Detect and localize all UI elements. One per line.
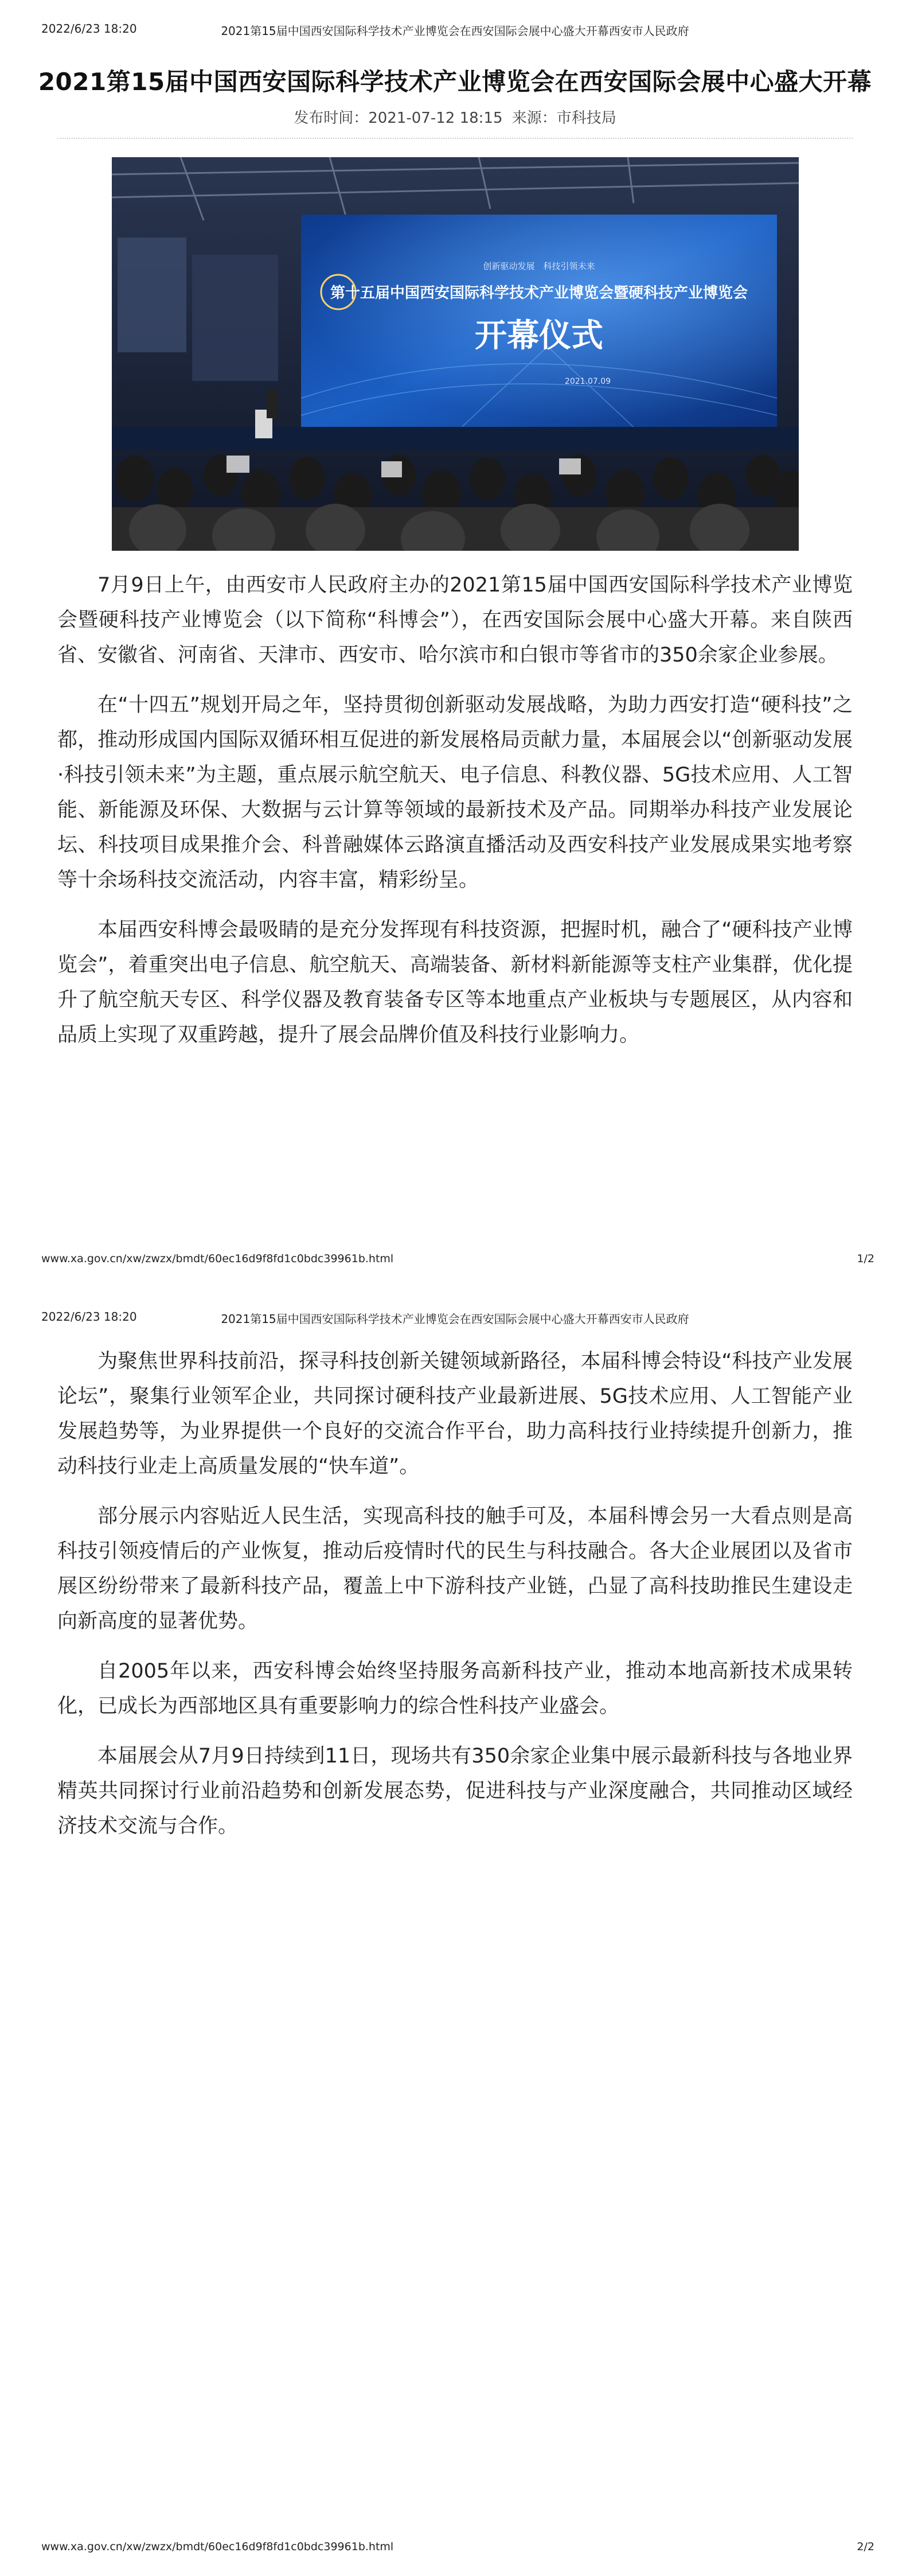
print-date: 2022/6/23 18:20 xyxy=(41,22,137,36)
photo-banner-main: 第十五届中国西安国际科学技术产业博览会暨硬科技产业博览会 xyxy=(330,285,748,302)
print-page-title: 2021第15届中国西安国际科学技术产业博览会在西安国际会展中心盛大开幕西安市人民政府 xyxy=(221,1312,689,1326)
page-number: 2/2 xyxy=(857,2540,874,2553)
print-date: 2022/6/23 18:20 xyxy=(41,1310,137,1324)
paragraph: 7月9日上午，由西安市人民政府主办的2021第15届中国西安国际科学技术产业博览会暨硬科技产业博览会（以下简称“科博会”），在西安国际会展中心盛大开幕。来自陕西省、安徽省、河南省、天津市、西安市、哈尔滨市和白银市等省市的350余家企业参展。 xyxy=(57,574,853,667)
article-body-page-1 xyxy=(57,568,853,1068)
title-divider xyxy=(57,138,853,139)
print-url: www.xa.gov.cn/xw/zwzx/bmdt/60ec16d9f8fd1c0bdc39961b.html xyxy=(41,1252,394,1265)
print-page-title: 2021第15届中国西安国际科学技术产业博览会在西安国际会展中心盛大开幕西安市人民政府 xyxy=(221,24,689,38)
article-photo xyxy=(112,157,799,551)
paragraph: 为聚焦世界科技前沿，探寻科技创新关键领域新路径，本届科博会特设“科技产业发展论坛”，聚集行业领军企业，共同探讨硬科技产业最新进展、5G技术应用、人工智能产业发展趋势等，为业界提供一个良好的交流合作平台，助力高科技行业持续提升创新力，推动科技行业走上高质量发展的“快车道”。 xyxy=(57,1350,853,1478)
article-body-page-2 xyxy=(57,1344,853,1859)
page-number: 1/2 xyxy=(857,1252,874,1265)
paragraph: 本届展会从7月9日持续到11日，现场共有350余家企业集中展示最新科技与各地业界精英共同探讨行业前沿趋势和创新发展态势，促进科技与产业深度融合，共同推动区域经济技术交流与合作。 xyxy=(57,1745,853,1838)
article-meta xyxy=(0,106,910,127)
paragraph: 本届西安科博会最吸睛的是充分发挥现有科技资源，把握时机，融合了“硬科技产业博览会”，着重突出电子信息、航空航天、高端装备、新材料新能源等支柱产业集群，优化提升了航空航天专区、科学仪器及教育装备专区等本地重点产业板块与专题展区，从内容和品质上实现了双重跨越，提升了展会品牌价值及科技行业影响力。 xyxy=(57,919,853,1046)
print-header xyxy=(0,1310,910,1327)
photo-banner-small: 创新驱动发展 科技引领未来 xyxy=(483,261,595,271)
article-source: 来源：市科技局 xyxy=(511,110,616,127)
print-url: www.xa.gov.cn/xw/zwzx/bmdt/60ec16d9f8fd1c0bdc39961b.html xyxy=(41,2540,394,2553)
publish-time: 发布时间：2021-07-12 18:15 xyxy=(294,110,503,127)
photo-banner-date: 2021.07.09 xyxy=(564,377,611,386)
paragraph: 自2005年以来，西安科博会始终坚持服务高新科技产业，推动本地高新技术成果转化，已成长为西部地区具有重要影响力的综合性科技产业盛会。 xyxy=(57,1660,853,1718)
photo-banner-ceremony: 开幕仪式 xyxy=(475,317,603,355)
paragraph: 部分展示内容贴近人民生活，实现高科技的触手可及，本届科博会另一大看点则是高科技引领疫情后的产业恢复，推动后疫情时代的民生与科技融合。各大企业展团以及省市展区纷纷带来了最新科技产品，覆盖上中下游科技产业链，凸显了高科技助推民生建设走向新高度的显著优势。 xyxy=(57,1505,853,1633)
print-header xyxy=(0,22,910,39)
article-title: 2021第15届中国西安国际科学技术产业博览会在西安国际会展中心盛大开幕 xyxy=(38,68,872,96)
paragraph: 在“十四五”规划开局之年，坚持贯彻创新驱动发展战略，为助力西安打造“硬科技”之都，推动形成国内国际双循环相互促进的新发展格局贡献力量，本届展会以“创新驱动发展·科技引领未来”为主题，重点展示航空航天、电子信息、科教仪器、5G技术应用、人工智能、新能源及环保、大数据与云计算等领域的最新技术及产品。同期举办科技产业发展论坛、科技项目成果推介会、科普融媒体云路演直播活动及西安科技产业发展成果实地考察等十余场科技交流活动，内容丰富，精彩纷呈。 xyxy=(57,694,853,892)
